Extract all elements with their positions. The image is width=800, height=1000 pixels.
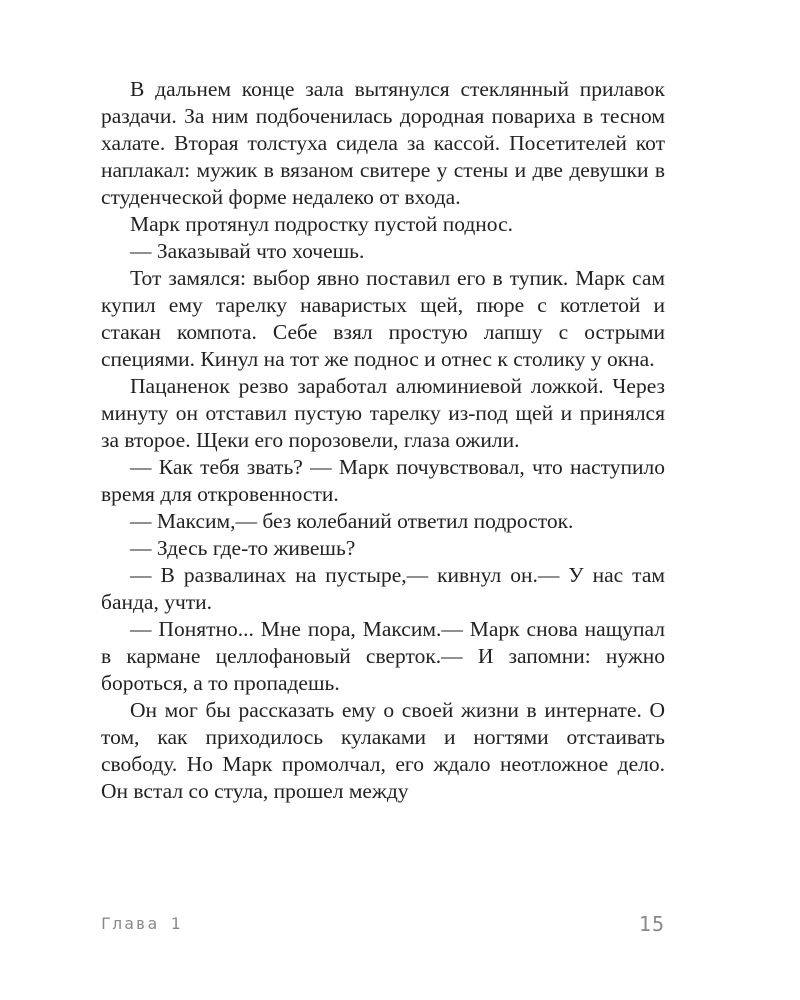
paragraph-3: — Заказывай что хочешь.: [130, 239, 365, 263]
body-text: [101, 76, 665, 805]
paragraph-4: Тот замялся: выбор явно поставил его в тупик. Марк сам купил ему тарелку наваристых щей, пюре с котлетой и стакан компота. Себе взял простую лапшу с острыми специями. Кинул на тот же поднос и отнес к столику у окна.: [101, 266, 665, 371]
paragraph-8: — Здесь где-то живешь?: [130, 536, 356, 560]
page-footer: [101, 912, 665, 942]
page-number: 15: [638, 912, 665, 936]
paragraph-11: Он мог бы рассказать ему о своей жизни в интернате. О том, как приходилось кулаками и ногтями отстаивать свободу. Но Марк промолчал, его ждало неотложное дело. Он встал со стула, прошел между: [101, 698, 665, 803]
paragraph-2: Марк протянул подростку пустой поднос.: [130, 212, 514, 236]
paragraph-1: В дальнем конце зала вытянулся стеклянный прилавок раздачи. За ним подбоченилась дородная повариха в тесном халате. Вторая толстуха сидела за кассой. Посетителей кот наплакал: мужик в вязаном свитере у стены и две девушки в студенческой форме недалеко от входа.: [101, 77, 665, 209]
paragraph-7: — Максим,— без колебаний ответил подросток.: [130, 509, 574, 533]
paragraph-6: — Как тебя звать? — Марк почувствовал, что наступило время для откровенности.: [101, 455, 665, 506]
paragraph-10: — Понятно... Мне пора, Максим.— Марк снова нащупал в кармане целлофановый сверток.— И запомни: нужно бороться, а то пропадешь.: [101, 617, 665, 695]
paragraph-5: Пацаненок резво заработал алюминиевой ложкой. Через минуту он отставил пустую тарелку из-под щей и принялся за второе. Щеки его порозовели, глаза ожили.: [101, 374, 665, 452]
paragraph-9: — В развалинах на пустыре,— кивнул он.— У нас там банда, учти.: [101, 563, 665, 614]
chapter-label: Глава 1: [101, 914, 183, 933]
